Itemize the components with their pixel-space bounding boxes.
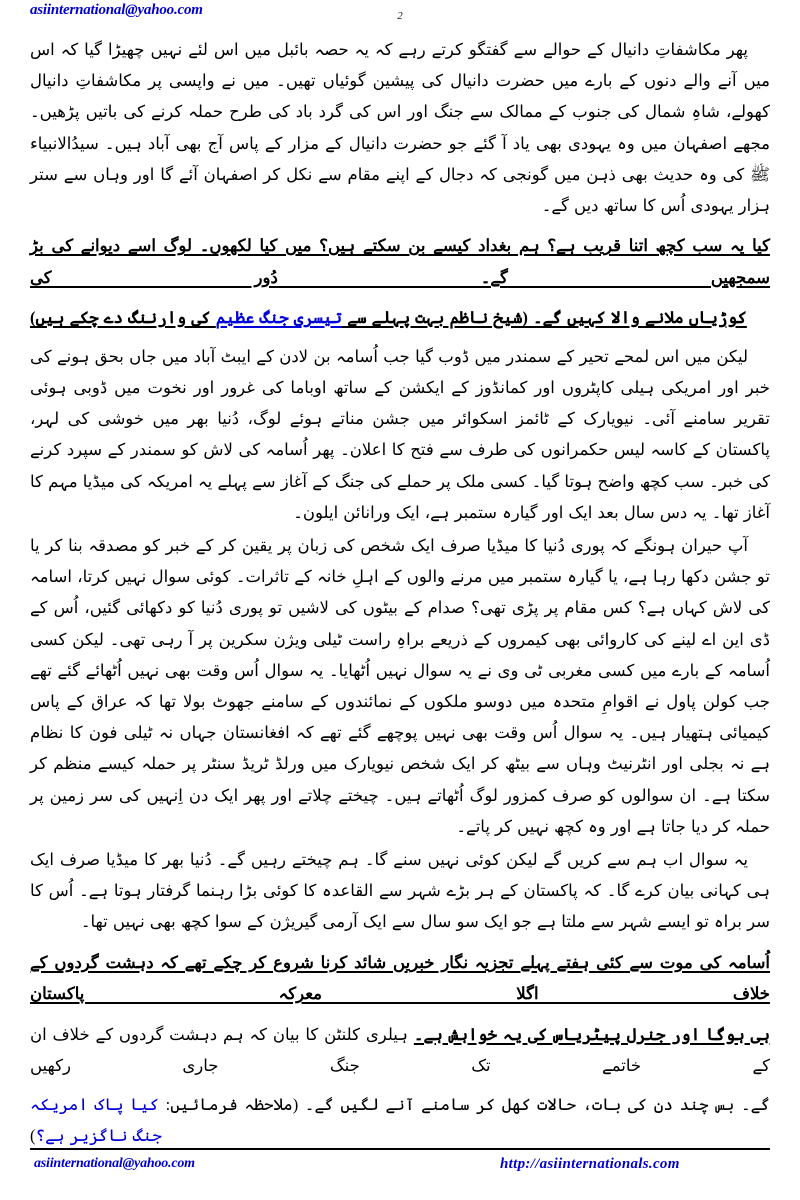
closing-line-highlight-pak-america-war: کیا پاک امریکہ جنگ ناگزیر ہے؟ bbox=[30, 1094, 162, 1145]
heading-2-line-2-bold: ہی ہوگا اور جنرل پیٹریاس کی یہ خواہش ہے۔ bbox=[413, 1024, 770, 1044]
footer-email-address: asiinternational@yahoo.com bbox=[34, 1156, 195, 1171]
heading-block-1 bbox=[30, 230, 770, 293]
body-paragraph-3: آپ حیران ہونگے کہ پوری دُنیا کا میڈیا صرف ایک شخص کی زبان پر یقین کر کے خبر کو مصدقہ بنا کر یا تو جشن دکھا رہا ہے، یا گیارہ ستمبر میں مرنے والوں کے اہلِ خانہ کے تاثرات۔ کوئی سوال نہیں کرتا، اسامہ کی لاش کہاں ہے؟ کس مقام پر پڑی تھی؟ صدام کے بیٹوں کی لاشیں تو پوری دُنیا کو دکھائی گئیں، اُس کے ڈی این اے لینے کی کاروائی بھی کیمروں کے ذریعے براہِ راست ٹیلی ویژن سکرین پر آ رہی تھی۔ لیکن کسی اُسامہ کے بارے میں کسی مغربی ٹی وی نے یہ سوال نہیں اُٹھایا۔ یہ سوال اُس وقت بھی نہیں اُٹھائے گئے تھے جب کولن پاول نے اقوامِ متحدہ میں دوسو ملکوں کے نمائندوں کے سامنے جھوٹ بولا تھا کہ عراق کے پاس کیمیائی ہتھیار ہیں۔ یہ سوال اُس وقت بھی نہیں پوچھے گئے تھے کہ افغانستان جہاں نہ ٹیلی فون کا نظام ہے نہ بجلی اور انٹرنیٹ وہاں سے بیٹھ کر ایک شخص نیویارک میں ورلڈ ٹریڈ سنٹر پر حملہ کیسے منظم کر سکتا ہے۔ ان سوالوں کو صرف کمزور لوگ اُٹھاتے ہیں۔ چیختے چلاتے اور پھر ایک دن اِنہیں کی سر زمین پر حملہ کر دیا جاتا ہے اور وہ کچھ نہیں کر پاتے۔ bbox=[30, 535, 770, 836]
page-number: 2 bbox=[397, 10, 403, 22]
body-paragraph-2: لیکن میں اس لمحے تحیر کے سمندر میں ڈوب گیا جب اُسامہ بن لادن کے ایبٹ آباد میں جاں بحق ہونے کی خبر اور امریکی ہیلی کاپٹروں اور کمانڈوز کے ایکشن کے ساتھ اوباما کی غرور اور نخوت میں ڈوبی ہوئی تقریر سامنے آئی۔ نیویارک کے ٹائمز اسکوائر میں جشن مناتے ہوئے لوگ، دُنیا بھر میں خوشی کی لہر، پاکستان کے کاسہ لیس حکمرانوں کی طرف سے فتح کا اعلان۔ پھر اُسامہ کی لاش کو سمندر کے سپرد کرنے کی خبر۔ سب کچھ واضح ہوتا گیا۔ کسی ملک پر حملے کی جنگ کے آغاز سے پہلے یہ امریکہ کی میڈیا مہم کا آغاز تھا۔ یہ دس سال بعد ایک اور گیارہ ستمبر ہے، ایک ورانائن ایلون۔ bbox=[30, 346, 771, 522]
heading-block-2-cont bbox=[30, 1019, 770, 1082]
heading-block-2 bbox=[30, 947, 770, 1010]
footer-website-url[interactable]: http://asiinternationals.com bbox=[500, 1156, 680, 1172]
heading-1-line-1: کیا یہ سب کچھ اتنا قریب ہے؟ ہم بغداد کیسے بن سکتے ہیں؟ میں کیا لکھوں۔ لوگ اسے دیوانے کی بڑ سمجھیں گے۔ دُور کی bbox=[30, 236, 770, 287]
header-email-address: asiinternational@yahoo.com bbox=[30, 2, 203, 18]
closing-line bbox=[30, 1089, 770, 1151]
heading-2-line-1: اُسامہ کی موت سے کئی ہفتے پہلے تجزیہ نگار خبریں شائد کرنا شروع کر چکے تھے کہ دہشت گردوں کے خلاف اگلا معرکہ پاکستان bbox=[30, 952, 770, 1004]
heading-1-line-2-suffix: کی وارننگ دے چکے ہیں) bbox=[30, 308, 216, 328]
page-header bbox=[0, 0, 800, 34]
closing-line-suffix: ) bbox=[30, 1125, 36, 1145]
heading-1-highlight-third-world-war: تیسری جنگ عظیم bbox=[215, 308, 343, 328]
heading-block-1-cont bbox=[30, 302, 770, 334]
article-body bbox=[30, 34, 770, 1151]
closing-line-prefix: گے۔ بس چند دن کی بات، حالات کھل کر سامنے آنے لگیں گے۔ (ملاحظہ فرمائیں: bbox=[159, 1094, 770, 1114]
footer-row bbox=[30, 1156, 770, 1178]
body-paragraph-1: پھر مکاشفاتِ دانیال کے حوالے سے گفتگو کرتے رہے کہ یہ حصہ بائبل میں اس لئے نہیں چھیڑا گیا کہ اس میں آنے والے دنوں کے بارے میں حضرت دانیال کی پیشین گوئیاں تھیں۔ میں نے واپسی پر مکاشفاتِ دانیال کھولے، شاہِ شمال کی جنوب کے ممالک سے جنگ اور اس کی گرد باد کی طرح حملہ کرنے کی باتیں پڑھیں۔ مجھے اصفہان میں وہ یہودی بھی یاد آ گئے جو حضرت دانیال کے مزار کے پاس آج بھی آباد ہیں۔ سیدُالانبیاء ﷺ کی وہ حدیث بھی ذہن میں گونجی کہ دجال کے اپنے مقام سے نکل کر اصفہان آئے گا اور وہاں سے ستر ہزار یہودی اُس کا ساتھ دیں گے۔ bbox=[30, 40, 770, 216]
heading-2-line-2-rest: ہیلری کلنٹن کا بیان کہ ہم دہشت گردوں کے خلاف ان کے خاتمے تک جنگ جاری رکھیں bbox=[30, 1024, 770, 1076]
body-paragraph-4: یہ سوال اب ہم سے کریں گے لیکن کوئی نہیں سنے گا۔ ہم چیختے رہیں گے۔ دُنیا بھر کا میڈیا صرف ایک ہی کہانی بیان کرے گا۔ کہ پاکستان کے ہر بڑے شہر سے القاعدہ کا کوئی بڑا رہنما گرفتار ہوتا ہے۔ اُس کا سر براہ تو ایسے شہر سے ملتا ہے جو ایک سو سال سے ایک آرمی گیریژن کے سوا کچھ بھی نہیں تھا۔ bbox=[30, 849, 770, 932]
footer-divider bbox=[30, 1148, 770, 1150]
heading-1-line-2-prefix: کوڑیاں ملانے والا کہیں گے۔ (شیخ ناظم بہت پہلے سے bbox=[342, 308, 747, 328]
page-footer bbox=[30, 1148, 770, 1178]
